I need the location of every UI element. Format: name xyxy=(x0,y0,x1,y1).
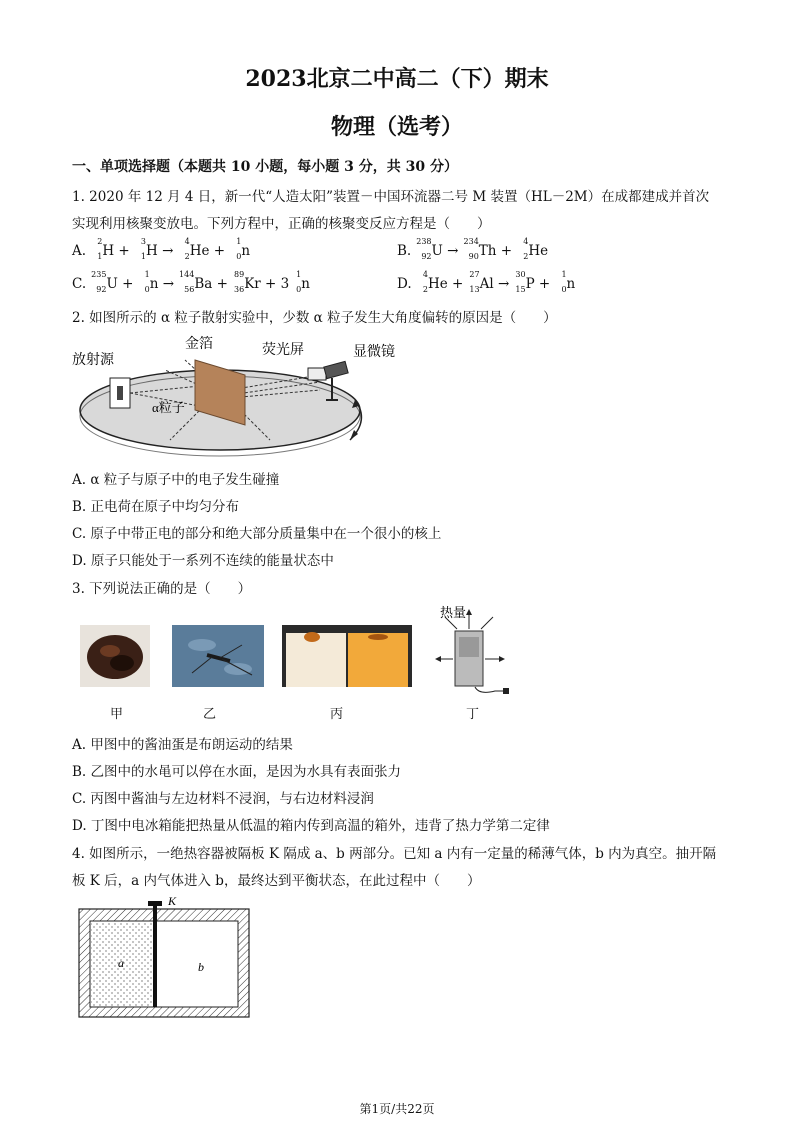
page-footer: 第1页/共22页 xyxy=(359,1102,435,1116)
page-title: 2023北京二中高二（下）期末 xyxy=(245,66,549,92)
q1-line2: 实现利用核聚变放电。下列方程中，正确的核聚变反应方程是（ ） xyxy=(72,216,491,232)
label-k: K xyxy=(168,894,177,908)
label-yi: 乙 xyxy=(203,707,217,722)
label-alpha: α粒子 xyxy=(152,400,185,415)
q3-option-c: C. 丙图中酱油与左边材料不浸润，与右边材料浸润 xyxy=(72,791,374,807)
q1-option-d: D. 4 2 He + 27 13 Al → 30 15 P + 1 0 n xyxy=(397,270,576,294)
q1-option-c-label: C. xyxy=(72,276,87,292)
section-heading: 一、单项选择题（本题共 10 小题，每小题 3 分，共 30 分） xyxy=(72,159,458,175)
q4-line2: 板 K 后，a 内气体进入 b，最终达到平衡状态，在此过程中（ ） xyxy=(72,873,481,889)
soy-drops-image xyxy=(282,625,412,687)
alpha-scattering-figure xyxy=(70,330,410,465)
microscope-icon xyxy=(324,361,348,378)
q2-option-c: C. 原子中带正电的部分和绝大部分质量集中在一个很小的核上 xyxy=(72,526,442,542)
label-ding: 丁 xyxy=(466,707,480,722)
q2-stem: 2. 如图所示的 α 粒子散射实验中，少数 α 粒子发生大角度偏转的原因是（ ） xyxy=(72,310,557,326)
q1-option-b-label: B. xyxy=(397,243,412,259)
q1-line1: 1. 2020 年 12 月 4 日，新一代“人造太阳”装置－中国环流器二号 M 装置（HL－2M）在成都建成并首次 xyxy=(72,189,710,205)
q3-option-a: A. 甲图中的酱油蛋是布朗运动的结果 xyxy=(72,737,293,753)
q1-option-c: C. 235 92 U + 1 0 n → 144 56 Ba + 89 36 Kr + 3 1 0 n xyxy=(72,270,310,294)
label-bing: 丙 xyxy=(330,707,344,722)
label-jia: 甲 xyxy=(110,707,124,722)
label-b: b xyxy=(198,960,204,974)
label-a: a xyxy=(118,956,124,970)
soy-egg-image xyxy=(80,625,150,687)
water-strider-image xyxy=(172,625,264,687)
q1-option-b: B. 238 92 U → 234 90 Th + 4 2 He xyxy=(397,237,549,261)
q2-option-a: A. α 粒子与原子中的电子发生碰撞 xyxy=(72,472,280,488)
label-source: 放射源 xyxy=(72,353,114,368)
label-microscope: 显微镜 xyxy=(353,345,395,360)
q1-option-a: A. 2 1 H + 3 1 H → 4 2 He + 1 0 n xyxy=(72,237,251,261)
label-screen: 荧光屏 xyxy=(262,343,304,358)
fridge-figure xyxy=(435,603,520,698)
q2-option-b: B. 正电荷在原子中均匀分布 xyxy=(72,499,240,515)
label-foil: 金箔 xyxy=(185,337,213,352)
container-figure xyxy=(78,893,253,1021)
q3-option-d: D. 丁图中电冰箱能把热量从低温的箱内传到高温的箱外，违背了热力学第二定律 xyxy=(72,818,550,834)
partition-k xyxy=(153,905,157,1007)
screen-icon xyxy=(308,368,326,380)
q1-option-a-label: A. xyxy=(72,243,87,259)
plug-icon xyxy=(503,688,509,694)
q3-stem: 3. 下列说法正确的是（ ） xyxy=(72,581,252,597)
q2-option-d: D. 原子只能处于一系列不连续的能量状态中 xyxy=(72,553,334,569)
q3-option-b: B. 乙图中的水黾可以停在水面，是因为水具有表面张力 xyxy=(72,764,402,780)
heat-label: 热量 xyxy=(440,605,467,620)
page-subtitle: 物理（选考） xyxy=(330,114,463,140)
q1-option-d-label: D. xyxy=(397,276,412,292)
q4-line1: 4. 如图所示，一绝热容器被隔板 K 隔成 a、b 两部分。已知 a 内有一定量的稀薄气体，b 内为真空。抽开隔 xyxy=(72,846,717,862)
